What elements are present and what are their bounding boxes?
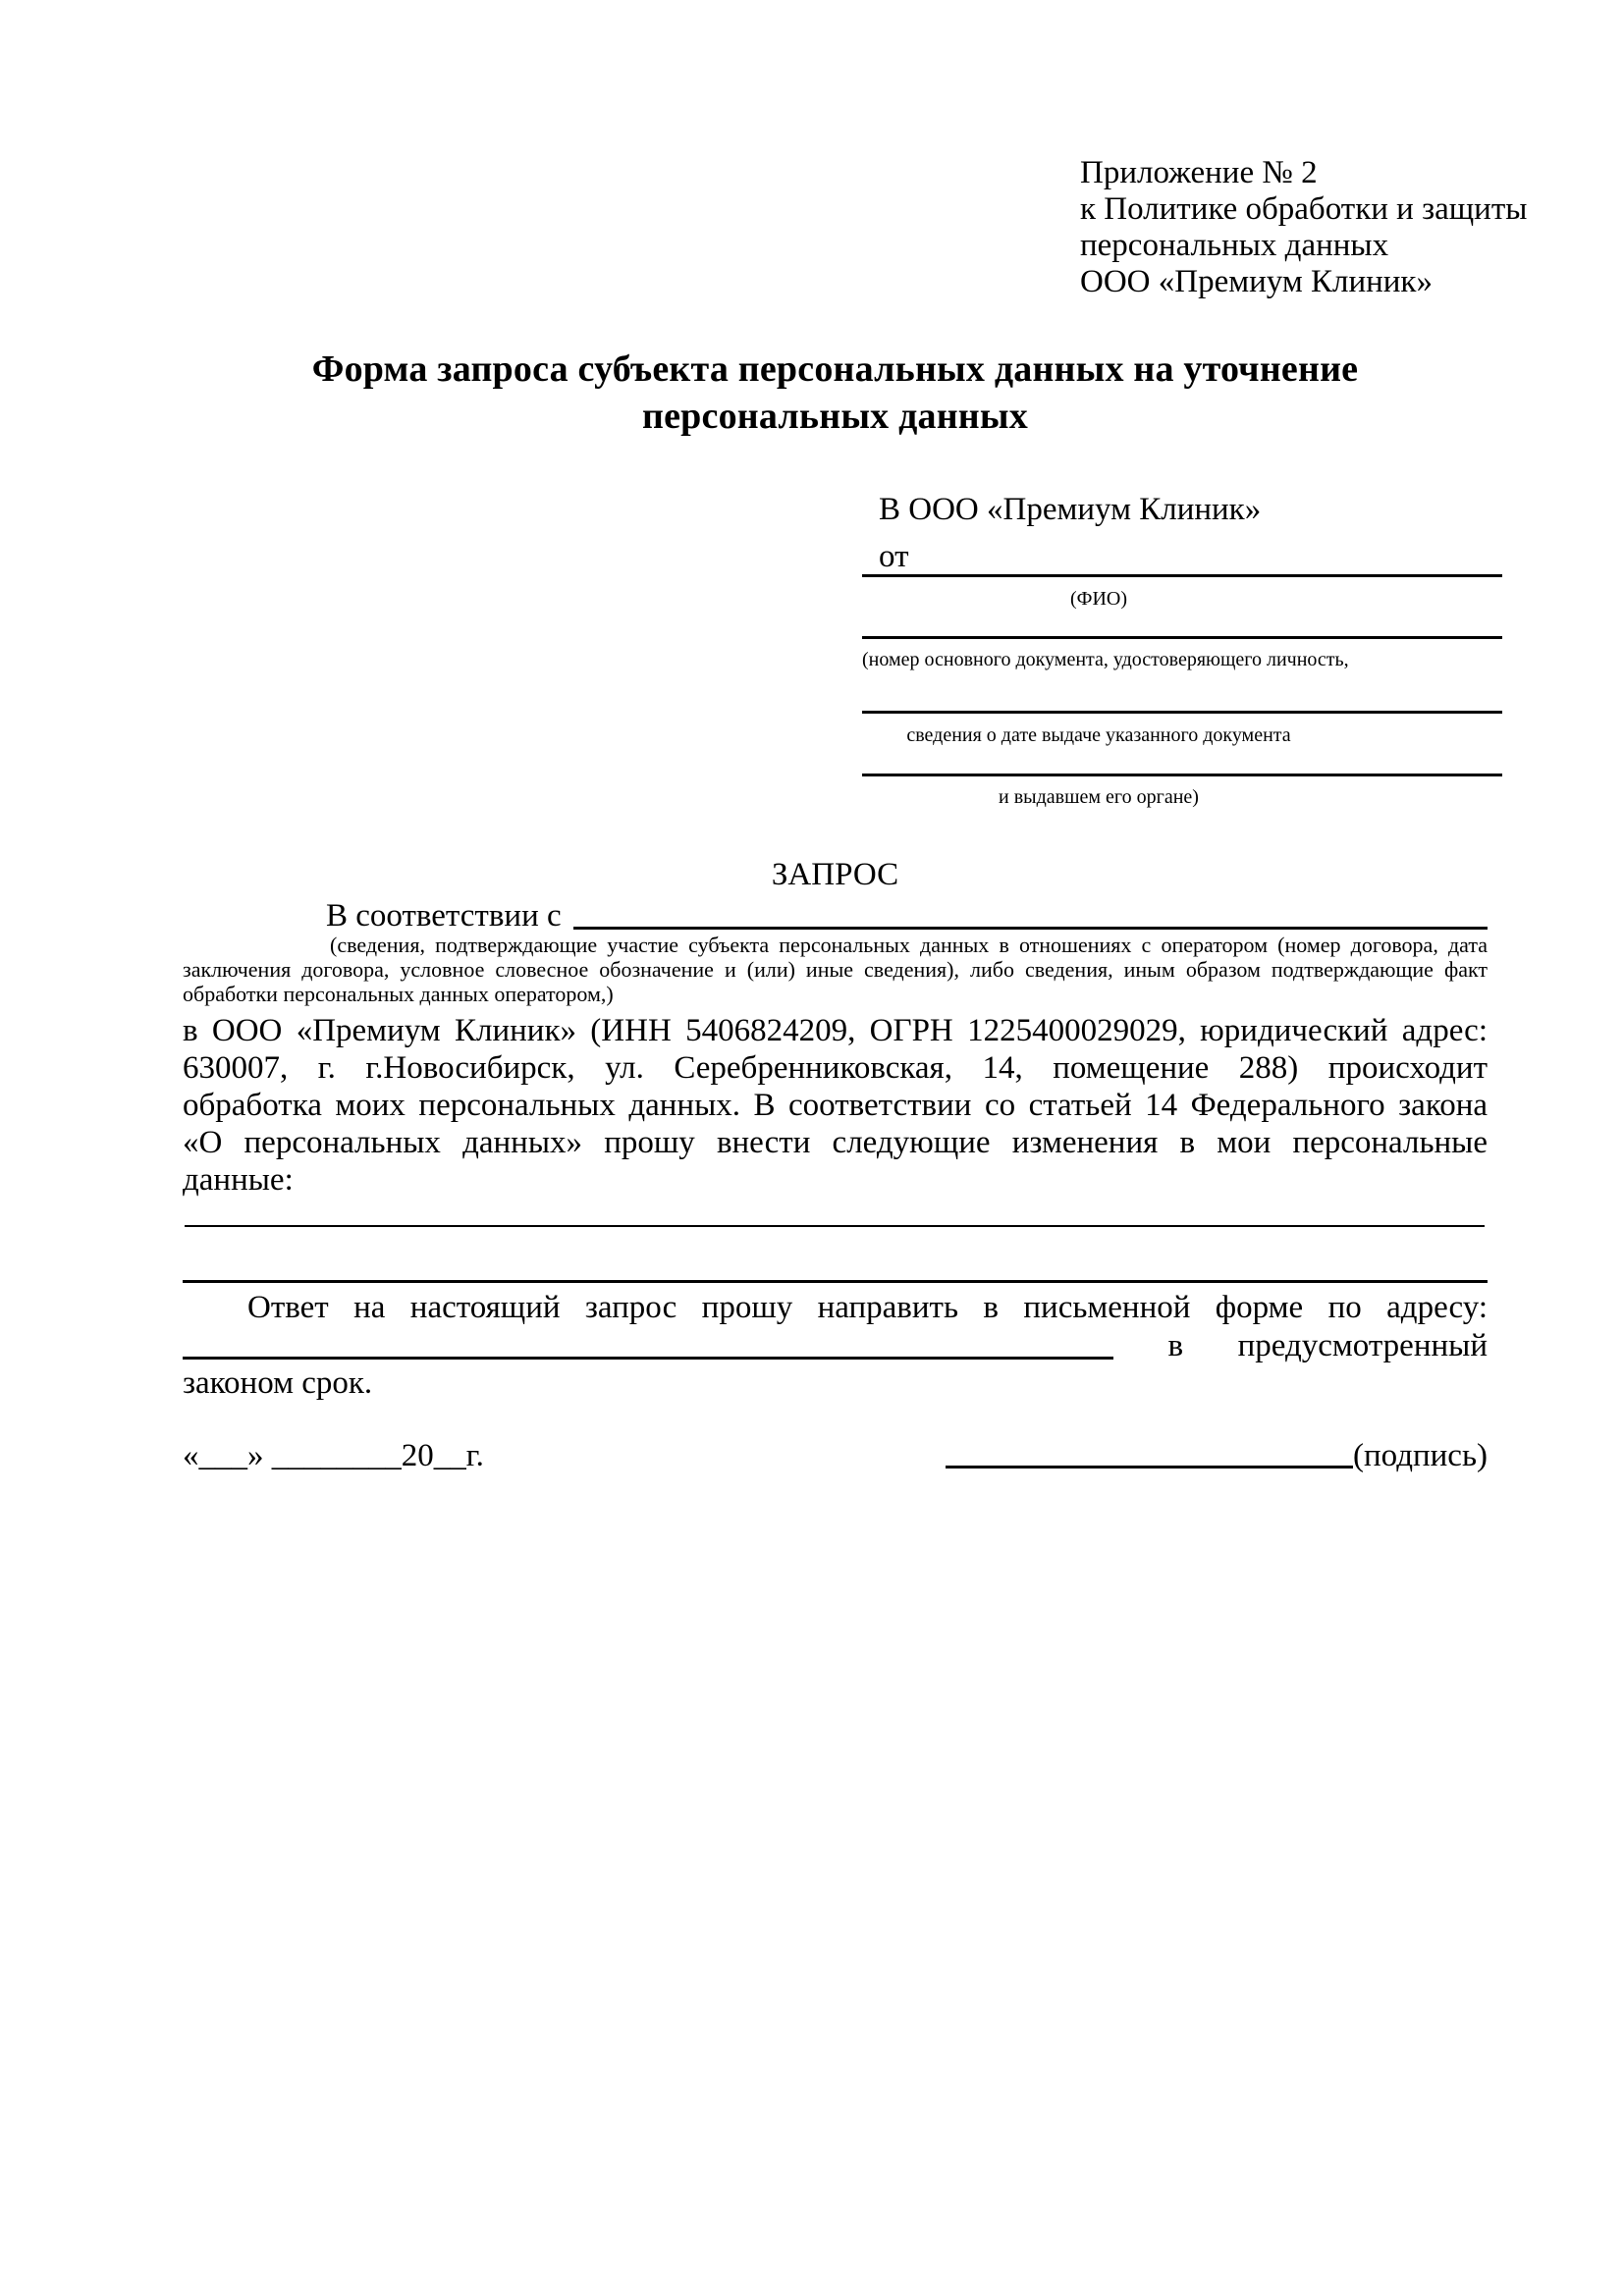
address-input-line[interactable]	[183, 1357, 1113, 1360]
annex-header-line: ООО «Премиум Клиник»	[1080, 264, 1433, 299]
fine-print	[183, 933, 1488, 1006]
request-body-line: обработка моих персональных данных. В соответствии со статьей 14 Федерального закона	[183, 1088, 1488, 1123]
response-word-predusmotrennyy: предусмотренный	[1237, 1328, 1488, 1363]
signature-input-line[interactable]	[946, 1466, 1353, 1468]
issue-date-caption: сведения о дате выдаче указанного документа	[906, 724, 1291, 746]
request-heading: ЗАПРОС	[771, 857, 899, 892]
document-title	[183, 346, 1488, 440]
basis-input-line[interactable]	[573, 927, 1488, 930]
annex-header-line: Приложение № 2	[1080, 155, 1318, 190]
changes-input-line-1[interactable]	[185, 1225, 1485, 1227]
annex-header-line: к Политике обработки и защиты	[1080, 191, 1528, 227]
fine-print-line: (сведения, подтверждающие участие субъекта персональных данных в отношениях с оператором (номер договора, дата	[330, 933, 1488, 957]
response-line-2	[183, 1325, 1488, 1364]
response-word-v: в	[1167, 1328, 1184, 1363]
request-intro-label: В соответствии с	[326, 898, 562, 934]
issue-date-input-line[interactable]	[862, 711, 1502, 714]
fine-print-line: заключения договора, условное словесное обозначение и (или) иные сведения), либо сведения, иным образом подтверждающие факт	[183, 957, 1488, 982]
document-number-caption: (номер основного документа, удостоверяющего личность,	[862, 649, 1349, 670]
response-line-3: законом срок.	[183, 1365, 373, 1401]
document-title-line: Форма запроса субъекта персональных данных на уточнение	[311, 348, 1359, 390]
request-body-line: в ООО «Премиум Клиник» (ИНН 5406824209, ОГРН 1225400029029, юридический адрес:	[183, 1013, 1488, 1048]
annex-header-line: персональных данных	[1080, 228, 1389, 263]
fio-caption: (ФИО)	[1069, 588, 1127, 610]
request-intro-row	[183, 895, 1488, 934]
request-body-line: данные:	[183, 1162, 294, 1198]
signature-row	[183, 1433, 1488, 1474]
request-body	[183, 1012, 1488, 1199]
signature-caption: (подпись)	[1353, 1438, 1488, 1473]
annex-header	[1080, 155, 1532, 300]
fio-input-line[interactable]	[862, 574, 1502, 577]
issuing-authority-input-line[interactable]	[862, 774, 1502, 776]
signature-date-blank[interactable]: «___» ________20__г.	[183, 1438, 484, 1473]
request-body-line: «О персональных данных» прошу внести следующие изменения в мои персональные	[183, 1125, 1488, 1160]
addressee-from-label: от	[879, 539, 909, 574]
changes-input-line-2[interactable]	[183, 1280, 1488, 1283]
issuing-authority-caption: и выдавшем его органе)	[999, 786, 1199, 808]
response-line-1: Ответ на настоящий запрос прошу направить в письменной форме по адресу:	[247, 1290, 1488, 1325]
request-body-line: 630007, г. г.Новосибирск, ул. Серебренниковская, 14, помещение 288) происходит	[183, 1050, 1488, 1086]
document-number-input-line[interactable]	[862, 636, 1502, 639]
document-title-line: персональных данных	[642, 396, 1028, 437]
fine-print-line: обработки персональных данных оператором,)	[183, 982, 614, 1006]
addressee-to: В ООО «Премиум Клиник»	[879, 492, 1262, 527]
